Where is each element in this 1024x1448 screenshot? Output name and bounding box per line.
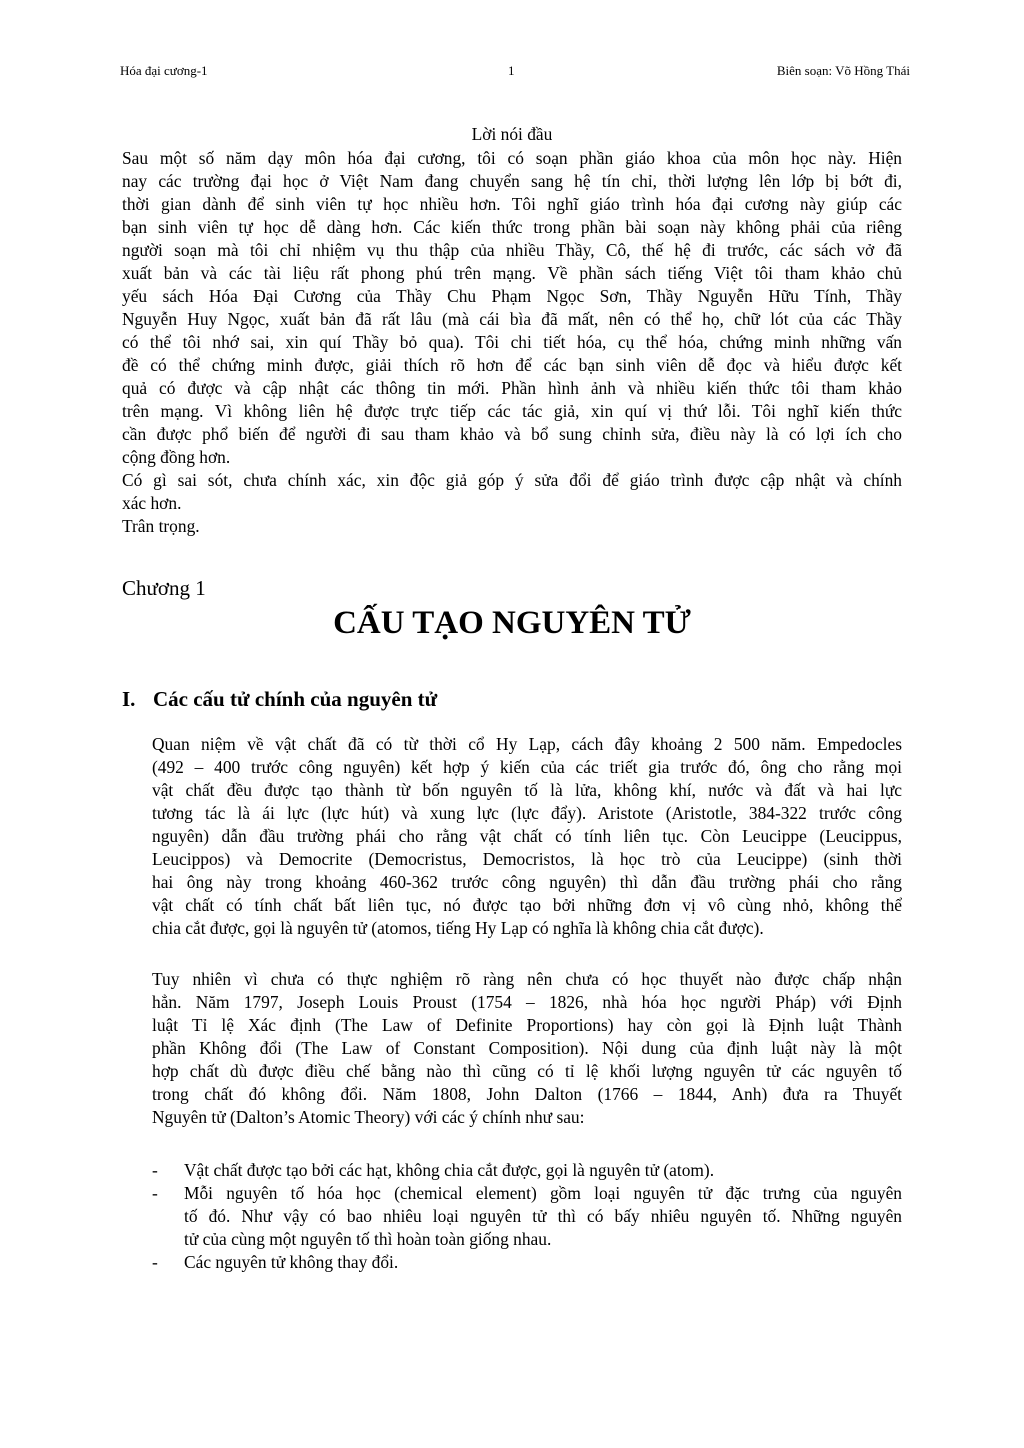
paragraph-line: nguyên) dẫn đầu trường phái cho rằng vật chất có tính liên tục. Còn Leucippe (Leucippus, — [152, 826, 902, 846]
paragraph-line: vật chất đều được tạo thành từ bốn nguyên tố là lửa, không khí, nước và đất và hai lực — [152, 780, 902, 800]
preface-line: xuất bản và các tài liệu rất phong phú trên mạng. Về phần sách tiếng Việt tôi tham khảo chủ — [122, 263, 902, 283]
paragraph-line: hợp chất dù được điều chế bằng nào thì cũng có tỉ lệ khối lượng nguyên tử các nguyên tố — [152, 1061, 902, 1081]
preface-line: trên mạng. Vì không liên hệ được trực tiếp các tác giả, xin quí vị thứ lỗi. Tôi nghĩ kiến thức — [122, 401, 902, 421]
running-header-course: Hóa đại cương-1 — [120, 63, 208, 78]
preface-line: nay các trường đại học ở Việt Nam đang chuyển sang hệ tín chỉ, thời lượng lên lớp bị bớt đi, — [122, 171, 902, 191]
section-number: I. — [122, 687, 136, 711]
preface-line: xác hơn. — [122, 493, 182, 513]
preface-line: đề có thể chứng minh được, giải thích rõ hơn để các bạn sinh viên dễ đọc và hiểu được kết — [122, 355, 902, 375]
paragraph-line: tương tác là ái lực (lực hút) và xung lực (lực đẩy). Aristote (Aristotle, 384-322 trước công — [152, 803, 902, 823]
paragraph-line: vật chất có tính chất bất liên tục, nó được tạo bởi những đơn vị vô cùng nhỏ, không thể — [152, 895, 902, 915]
paragraph-line: hai ông này trong khoảng 460-362 trước công nguyên) thì dẫn đầu trường phái cho rằng — [152, 872, 902, 892]
page-number: 1 — [508, 63, 515, 78]
preface-line: Có gì sai sót, chưa chính xác, xin độc giả góp ý sửa đổi để giáo trình được cập nhật và chính — [122, 470, 902, 490]
preface-title: Lời nói đầu — [471, 124, 553, 144]
chapter-label: Chương 1 — [122, 576, 206, 600]
dash-bullet: - — [152, 1160, 158, 1180]
paragraph-line: Leucippos) và Democrite (Democristus, Democristos, là học trò của Leucippe) (sinh thời — [152, 849, 902, 869]
paragraph-line: Quan niệm về vật chất đã có từ thời cổ Hy Lạp, cách đây khoảng 2 500 năm. Empedocles — [152, 734, 902, 754]
preface-line: bạn sinh viên tự học dễ dàng hơn. Các kiến thức trong phần bài soạn này không phải của riêng — [122, 217, 902, 237]
preface-line: thời gian dành để sinh viên tự học nhiều hơn. Tôi nghĩ giáo trình hóa đại cương này giúp các — [122, 194, 902, 214]
preface-closing: Trân trọng. — [122, 516, 200, 536]
preface-line: cần được phổ biến để người đi sau tham khảo và bổ sung chỉnh sửa, điều này là có lợi ích cho — [122, 424, 902, 444]
list-item-line: tử của cùng một nguyên tố thì hoàn toàn giống nhau. — [184, 1229, 552, 1249]
paragraph-line: Tuy nhiên vì chưa có thực nghiệm rõ ràng nên chưa có học thuyết nào được chấp nhận — [152, 969, 902, 989]
paragraph-line: chia cắt được, gọi là nguyên tử (atomos, tiếng Hy Lạp có nghĩa là không chia cắt được). — [152, 918, 764, 938]
paragraph-line: hẳn. Năm 1797, Joseph Louis Proust (1754 – 1826, nhà hóa học người Pháp) với Định — [152, 992, 902, 1012]
dash-bullet: - — [152, 1252, 158, 1272]
paragraph-line: trong chất đó không đổi. Năm 1808, John Dalton (1766 – 1844, Anh) đưa ra Thuyết — [152, 1084, 902, 1104]
list-item-line: Mỗi nguyên tố hóa học (chemical element) gồm loại nguyên tử đặc trưng của nguyên — [184, 1183, 902, 1203]
paragraph-line: (492 – 400 trước công nguyên) kết hợp ý kiến của các triết gia trước đó, ông cho rằng mọi — [152, 757, 902, 777]
preface-line: cộng đồng hơn. — [122, 447, 231, 467]
paragraph-line: luật Tỉ lệ Xác định (The Law of Definite Proportions) hay còn gọi là Định luật Thành — [152, 1015, 902, 1035]
section-title: Các cấu tử chính của nguyên tử — [153, 687, 438, 711]
preface-line: quả có được và cập nhật các thông tin mới. Phần hình ảnh và nhiều kiến thức tôi tham khảo — [122, 378, 902, 398]
list-item-line: Vật chất được tạo bởi các hạt, không chia cắt được, gọi là nguyên tử (atom). — [184, 1160, 715, 1180]
running-header-author: Biên soạn: Võ Hồng Thái — [776, 63, 910, 78]
paragraph-line: phần Không đổi (The Law of Constant Composition). Nội dung của định luật này là một — [152, 1038, 902, 1058]
dash-bullet: - — [152, 1183, 158, 1203]
list-item-line: tố đó. Như vậy có bao nhiêu loại nguyên tử thì có bấy nhiêu nguyên tố. Những nguyên — [184, 1206, 902, 1226]
preface-line: yếu sách Hóa Đại Cương của Thầy Chu Phạm Ngọc Sơn, Thầy Nguyễn Hữu Tính, Thầy — [122, 286, 902, 306]
paragraph-line: Nguyên tử (Dalton’s Atomic Theory) với các ý chính như sau: — [152, 1107, 585, 1127]
preface-line: người soạn mà tôi chỉ nhiệm vụ thu thập của nhiều Thầy, Cô, thế hệ đi trước, các sách vở đã — [122, 240, 902, 260]
preface-line: Nguyễn Huy Ngọc, xuất bản đã rất lâu (mà cái bìa đã mất, nên có thể họ, chữ lót của các Thầy — [122, 309, 902, 329]
preface-line: Sau một số năm dạy môn hóa đại cương, tôi có soạn phần giáo khoa của môn học này. Hiện — [122, 148, 902, 168]
chapter-title: CẤU TẠO NGUYÊN TỬ — [333, 605, 691, 641]
list-item-line: Các nguyên tử không thay đổi. — [184, 1252, 399, 1272]
preface-line: có thể tôi nhớ sai, xin quí Thầy bỏ qua). Tôi chi tiết hóa, cụ thể hóa, chứng minh những vấn — [122, 332, 902, 352]
section-heading — [122, 686, 437, 712]
